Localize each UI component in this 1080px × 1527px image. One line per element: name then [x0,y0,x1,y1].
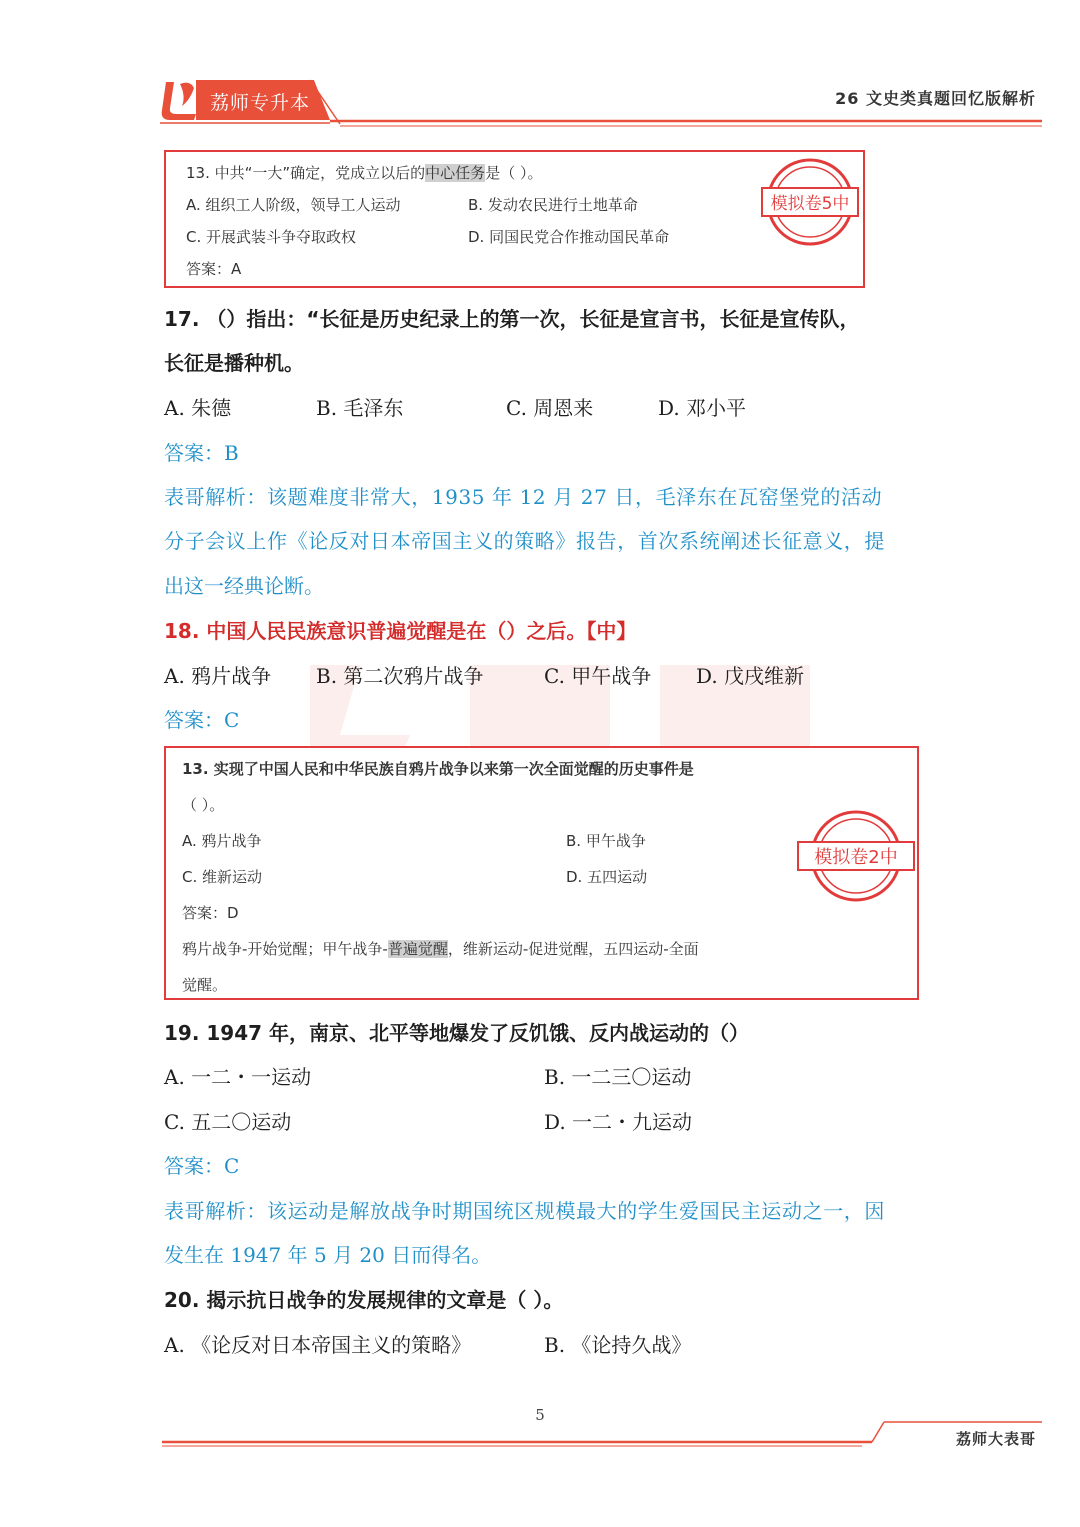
footer-brand: 荔师大表哥 [955,1430,1036,1448]
svg-text:模拟卷5中: 模拟卷5中 [770,194,850,214]
q19-option-b: B. 一二三〇运动 [544,1065,692,1089]
brand-logo-icon [160,78,200,122]
highlight-term: 普遍觉醒 [387,940,448,958]
q20-option-b: B. 《论持久战》 [544,1333,692,1357]
reference-answer: 答案：A [186,260,242,278]
q17-option-d: D. 邓小平 [658,396,747,420]
q17-option-b: B. 毛泽东 [316,396,404,420]
q17-analysis-line2: 分子会议上作《论反对日本帝国主义的策略》报告，首次系统阐述长征意义，提 [164,529,885,553]
question-17-line1: 17. （）指出：“长征是历史纪录上的第一次，长征是宣言书，长征是宣传队， [164,307,860,331]
q17-option-a: A. 朱德 [164,396,232,420]
reference-note-line1: 鸦片战争-开始觉醒；甲午战争-普遍觉醒，维新运动-促进觉醒，五四运动-全面 [182,940,699,958]
reference-option-b: B. 甲午战争 [566,832,646,850]
q18-answer: 答案：C [164,708,240,732]
reference-option-a: A. 鸦片战争 [182,832,262,850]
q19-option-a: A. 一二・一运动 [164,1065,312,1089]
q19-answer: 答案：C [164,1154,240,1178]
page-number: 5 [535,1406,545,1424]
mock-exam-stamp [796,808,916,904]
stamp-icon [758,156,862,248]
q17-analysis-line1: 表哥解析：该题难度非常大，1935 年 12 月 27 日，毛泽东在瓦窑堡党的活动 [164,485,883,509]
q18-option-a: A. 鸦片战争 [164,664,272,688]
q17-analysis-line3: 出这一经典论断。 [164,574,324,598]
q17-answer: 答案：B [164,441,239,465]
reference-question: 13. 中共“一大”确定，党成立以后的中心任务是（ ）。 [186,164,543,182]
reference-option-d: D. 五四运动 [566,868,648,886]
stamp-icon [796,808,916,904]
reference-option-a: A. 组织工人阶级，领导工人运动 [186,196,401,214]
q19-option-c: C. 五二〇运动 [164,1110,292,1134]
document-title: 26 文史类真题回忆版解析 [835,89,1036,108]
reference-option-b: B. 发动农民进行土地革命 [468,196,638,214]
q19-analysis-line1: 表哥解析：该运动是解放战争时期国统区规模最大的学生爱国民主运动之一，因 [164,1199,885,1223]
reference-answer: 答案：D [182,904,239,922]
svg-text:模拟卷2中: 模拟卷2中 [814,847,898,868]
reference-option-c: C. 维新运动 [182,868,263,886]
reference-option-d: D. 同国民党合作推动国民革命 [468,228,670,246]
mock-exam-stamp [758,156,862,248]
q17-option-c: C. 周恩来 [506,396,594,420]
question-17-line2: 长征是播种机。 [164,351,304,375]
question-18: 18. 中国人民民族意识普遍觉醒是在（）之后。【中】 [164,619,637,643]
reference-option-c: C. 开展武装斗争夺取政权 [186,228,357,246]
page-header [0,0,1080,140]
reference-note-line2: 觉醒。 [182,976,228,994]
reference-question-line1: 13. 实现了中国人民和中华民族自鸦片战争以来第一次全面觉醒的历史事件是 [182,760,694,778]
q18-option-c: C. 甲午战争 [544,664,652,688]
q18-option-b: B. 第二次鸦片战争 [316,664,484,688]
q19-option-d: D. 一二・九运动 [544,1110,693,1134]
highlight-term: 中心任务 [425,164,486,182]
brand-name: 荔师专升本 [210,92,311,114]
footer-rule-lines [0,1410,1080,1460]
question-19: 19. 1947 年，南京、北平等地爆发了反饥饿、反内战运动的（） [164,1021,750,1045]
q18-option-d: D. 戊戌维新 [696,664,805,688]
q20-option-a: A. 《论反对日本帝国主义的策略》 [164,1333,472,1357]
question-20: 20. 揭示抗日战争的发展规律的文章是（ ）。 [164,1288,564,1312]
reference-question-line2: （ ）。 [182,796,225,814]
q19-analysis-line2: 发生在 1947 年 5 月 20 日而得名。 [164,1243,492,1267]
